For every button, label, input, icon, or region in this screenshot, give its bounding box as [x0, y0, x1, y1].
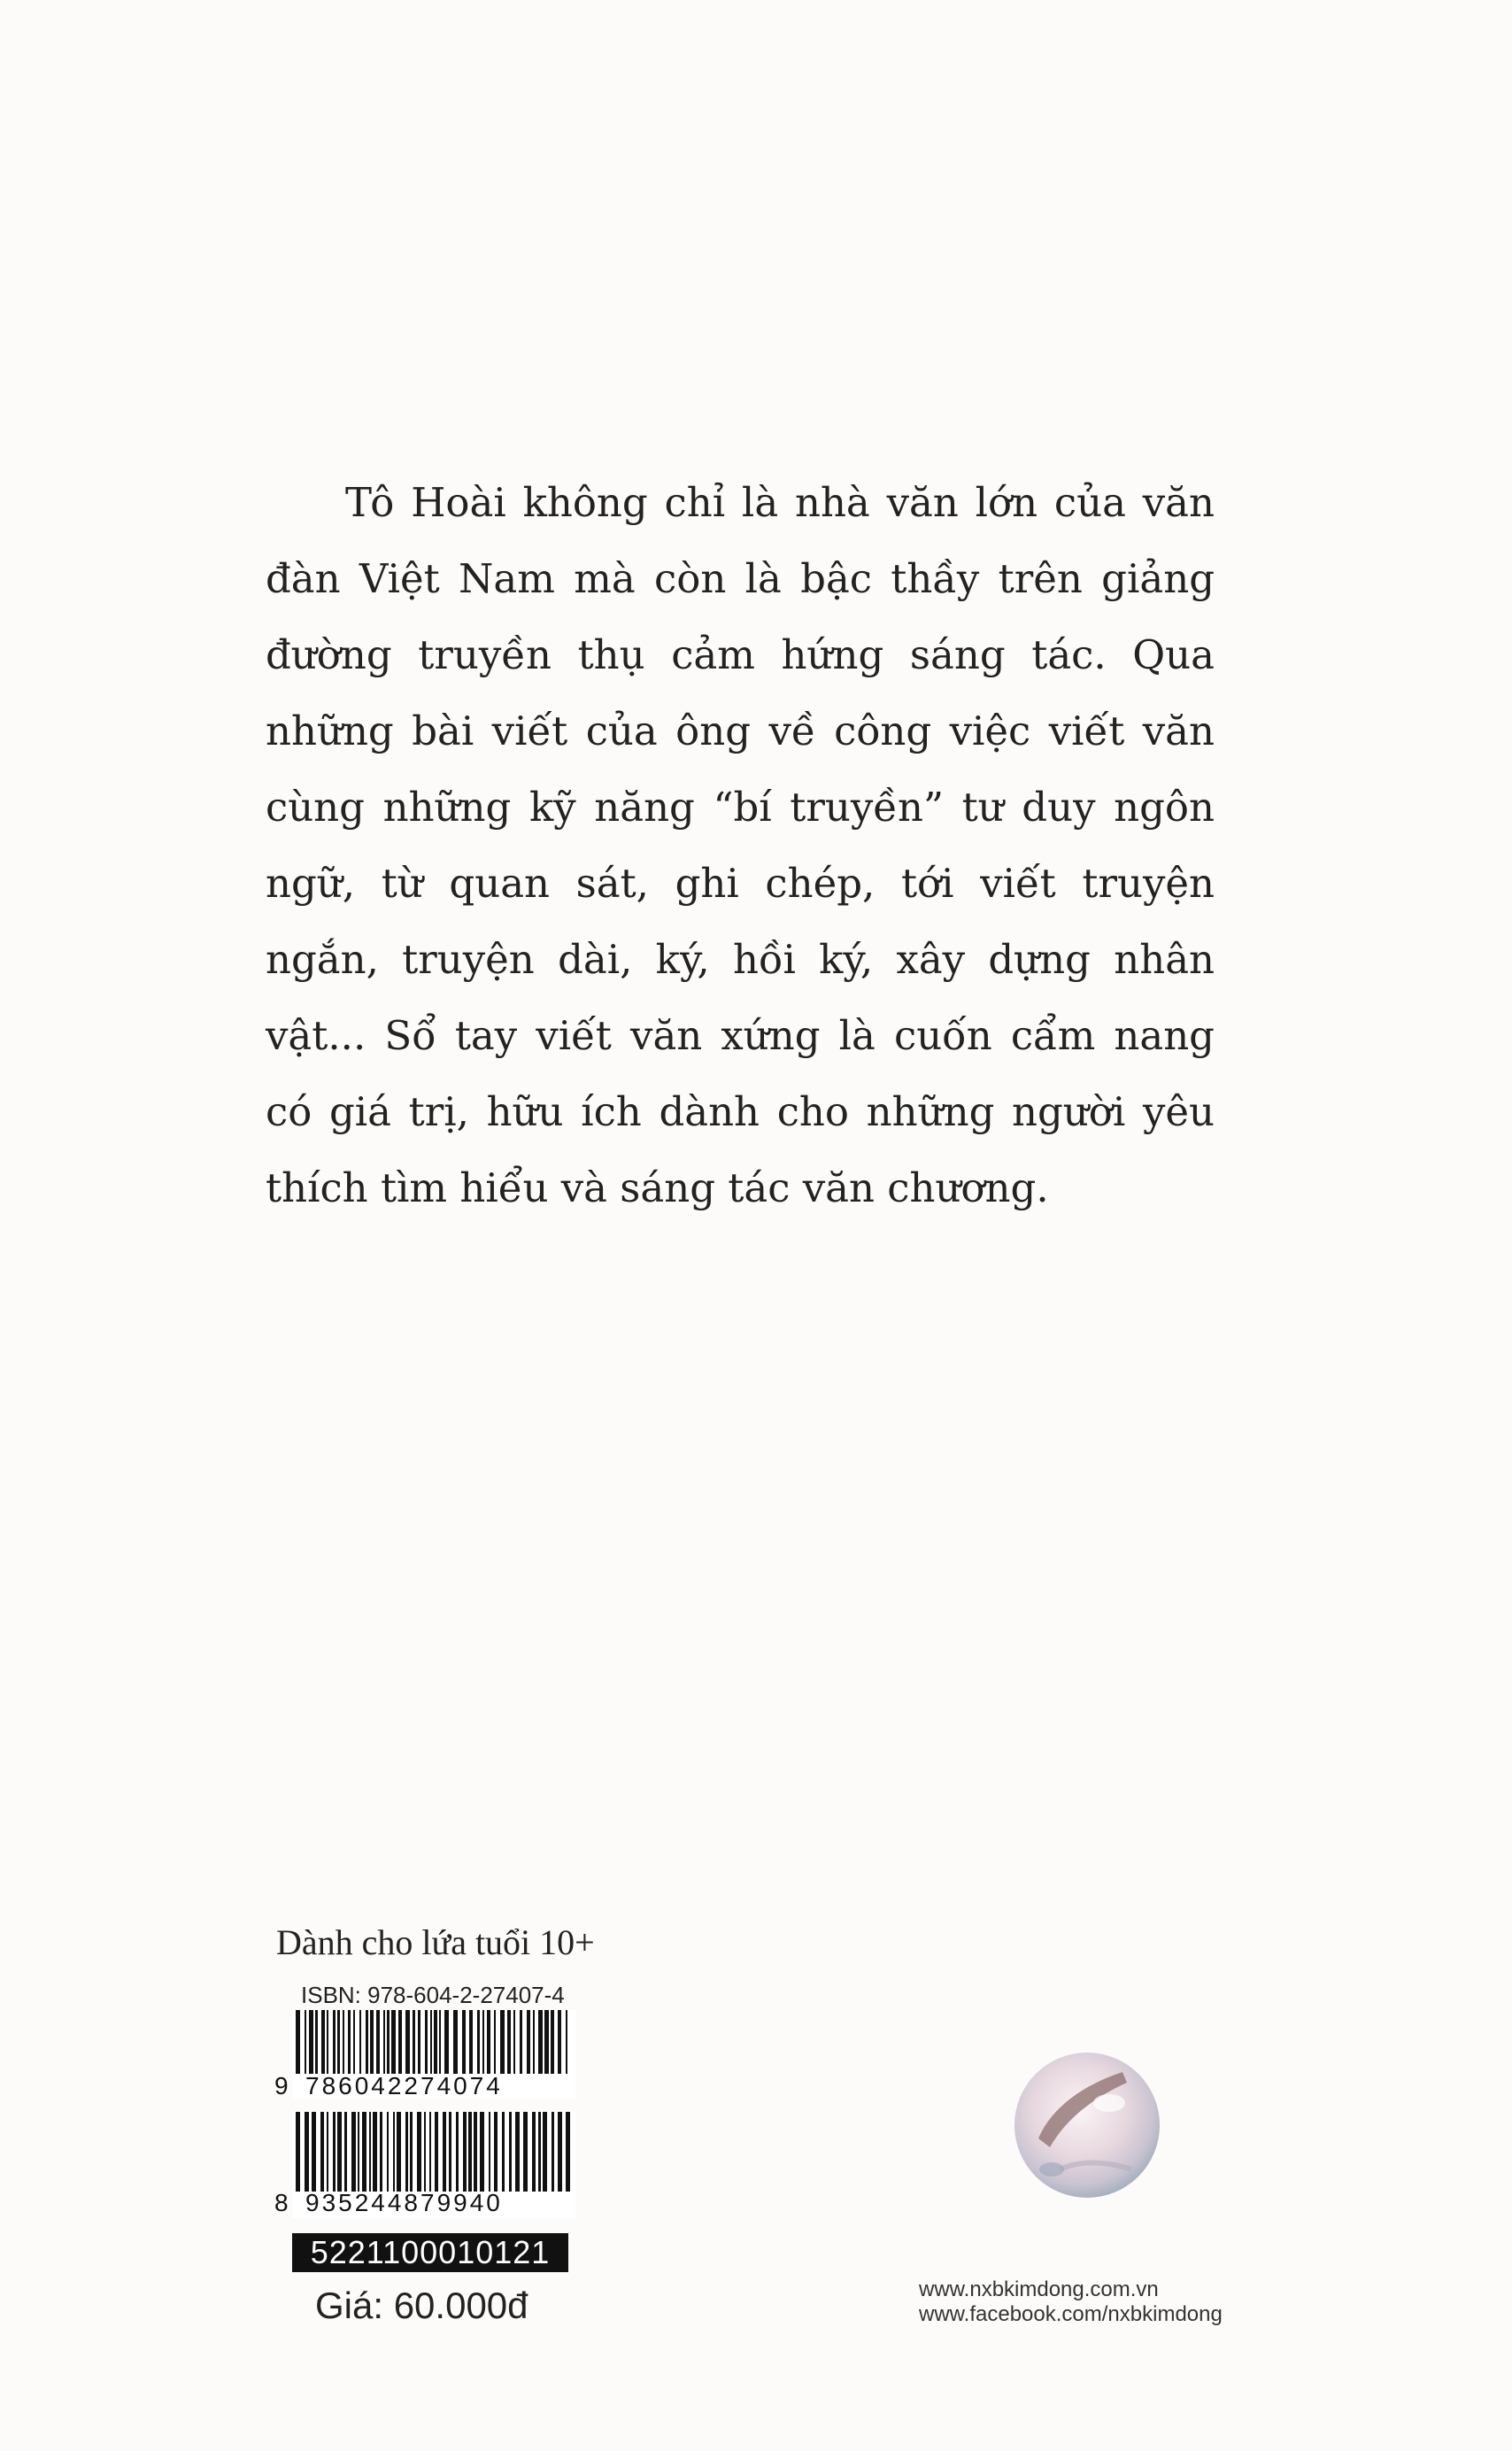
website-link[interactable]: www.nxbkimdong.com.vn — [919, 2277, 1159, 2301]
barcode-bar — [482, 2010, 484, 2074]
barcode-bar — [480, 2112, 484, 2192]
barcode-bar — [552, 2112, 554, 2192]
barcode-bar — [544, 2010, 549, 2074]
barcode-bar — [494, 2112, 498, 2192]
barcode-bar — [296, 2112, 300, 2192]
publisher-links — [919, 2277, 1223, 2327]
barcode-bar — [463, 2112, 467, 2192]
back-cover-blurb — [266, 465, 1215, 1226]
barcode-bar — [387, 2112, 389, 2192]
barcode-lead-digit: 8 — [274, 2189, 291, 2216]
barcode-bar — [327, 2010, 328, 2074]
barcode-bar — [343, 2010, 344, 2074]
barcode-bar — [376, 2010, 380, 2074]
barcode-bar — [383, 2010, 385, 2074]
barcode-bar — [462, 2010, 466, 2074]
barcode-bars — [292, 2010, 575, 2074]
barcode-digits: 786042274074 — [305, 2072, 503, 2099]
barcode-bar — [359, 2010, 361, 2074]
barcode-bar — [444, 2010, 449, 2074]
barcode-bar — [558, 2112, 562, 2192]
barcode-bar — [333, 2010, 336, 2074]
barcode-bar — [344, 2112, 347, 2192]
barcode-bar — [489, 2112, 490, 2192]
blurb-text: Tô Hoài không chỉ là nhà văn lớn của văn đàn Việt Nam mà còn là bậc thầy trên giảng đường truyền thụ cảm hứng sáng tác. Qua những bài viết của ông về công việc viết văn cùng những kỹ năng “bí truyền” tư duy ngôn ngữ, từ quan sát, ghi chép, tới viết truyện ngắn, truyện dài, ký, hồi ký, xây dựng nhân vật... Sổ tay viết văn xứng là cuốn cẩm nang có giá trị, hữu ích dành cho những người yêu thích tìm hiểu và sáng tác văn chương. — [266, 479, 1215, 1211]
barcode-bar — [430, 2010, 432, 2074]
barcode-bar — [413, 2010, 415, 2074]
barcode-bar — [520, 2010, 522, 2074]
barcode-bar — [468, 2112, 472, 2192]
barcode-bar — [410, 2112, 413, 2192]
barcode-bar — [543, 2112, 547, 2192]
barcode-bar — [515, 2112, 520, 2192]
barcode-bar — [474, 2112, 477, 2192]
barcode-bar — [566, 2010, 567, 2074]
barcode-bar — [434, 2010, 437, 2074]
barcode-bar — [453, 2010, 458, 2074]
age-label: Dành cho lứa tuổi 10+ — [276, 1922, 595, 1962]
barcode-bar — [320, 2112, 324, 2192]
barcode-bar — [500, 2010, 505, 2074]
barcode-bar — [321, 2010, 325, 2074]
barcode-bar — [358, 2112, 359, 2192]
barcode-bar — [405, 2010, 410, 2074]
publisher-logo-icon — [999, 2037, 1176, 2214]
barcode-bar — [533, 2010, 535, 2074]
barcode-bar — [538, 2010, 543, 2074]
barcode-bar — [305, 2010, 306, 2074]
barcode-bar — [523, 2112, 528, 2192]
barcode-bar — [435, 2112, 438, 2192]
barcode-bar — [507, 2010, 511, 2074]
internal-code: 5221100010121 — [292, 2233, 568, 2272]
barcode-bar — [305, 2112, 309, 2192]
barcode-digits: 935244879940 — [305, 2189, 503, 2216]
barcode-bar — [449, 2112, 451, 2192]
barcode-lead-digit: 9 — [274, 2072, 291, 2099]
barcode-bar — [405, 2112, 408, 2192]
barcode-bar — [509, 2112, 512, 2192]
barcode-bar — [327, 2112, 328, 2192]
barcode-bar — [380, 2112, 382, 2192]
barcode-bar — [487, 2010, 490, 2074]
barcode-bar — [566, 2112, 570, 2192]
barcode-bar — [443, 2112, 446, 2192]
barcode-bar — [538, 2112, 541, 2192]
barcode-bar — [439, 2010, 441, 2074]
barcode-bar — [333, 2112, 336, 2192]
barcode-bar — [502, 2112, 505, 2192]
barcode-bar — [312, 2112, 316, 2192]
barcode-bar — [337, 2112, 342, 2192]
barcode-bar — [391, 2010, 396, 2074]
barcode-bar — [551, 2010, 554, 2074]
barcode-bar — [425, 2010, 428, 2074]
isbn-text: ISBN: 978-604-2-27407-4 — [301, 1982, 565, 2008]
barcode-bar — [527, 2010, 530, 2074]
barcode-bar — [370, 2010, 374, 2074]
barcode-bar — [353, 2010, 355, 2074]
barcode-bar — [393, 2112, 395, 2192]
barcode-bar — [348, 2010, 351, 2074]
barcode-bar — [315, 2010, 318, 2074]
barcode-bar — [387, 2010, 390, 2074]
barcode-bar — [309, 2010, 313, 2074]
barcode-bar — [477, 2010, 480, 2074]
barcode-bar — [532, 2112, 536, 2192]
barcode-bar — [494, 2010, 496, 2074]
barcode-bar — [369, 2112, 371, 2192]
barcode-bar — [418, 2010, 420, 2074]
barcode-bar — [417, 2112, 421, 2192]
barcode-bar — [351, 2112, 356, 2192]
barcode-bar — [373, 2112, 377, 2192]
barcode-bar — [558, 2010, 561, 2074]
facebook-link[interactable]: www.facebook.com/nxbkimdong — [919, 2302, 1223, 2326]
barcode-bar — [366, 2010, 368, 2074]
barcode-bar — [362, 2112, 366, 2192]
price-label: Giá: 60.000đ — [315, 2285, 528, 2326]
barcode-bar — [337, 2010, 340, 2074]
barcode-bars — [292, 2112, 575, 2192]
barcode-bar — [296, 2010, 300, 2074]
barcode-bar — [513, 2010, 515, 2074]
barcode-bar — [398, 2010, 402, 2074]
barcode-bar — [424, 2112, 426, 2192]
barcode-bar — [456, 2112, 459, 2192]
barcode-bar — [469, 2010, 473, 2074]
barcode-bar — [429, 2112, 431, 2192]
barcode-bar — [397, 2112, 401, 2192]
